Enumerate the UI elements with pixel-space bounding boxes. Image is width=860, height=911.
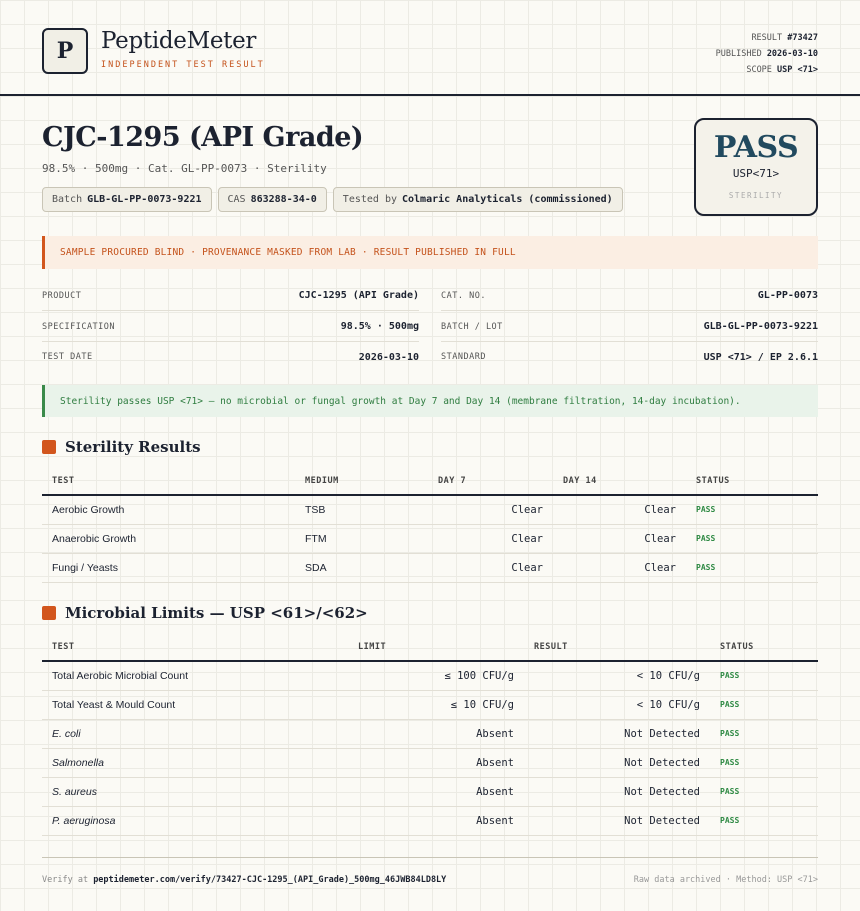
microbial-section-title: Microbial Limits — USP <61>/<62> [42,604,368,622]
microbial-limits-table [42,633,818,836]
status-badge: PASS [686,524,818,553]
report-footer [42,857,818,885]
info-specification: SPECIFICATION 98.5% · 500mg [42,312,419,342]
published-date: 2026-03-10 [766,49,818,59]
product-title: CJC-1295 (API Grade) [42,122,364,153]
verify-link[interactable]: peptidemeter.com/verify/73427-CJC-1295_(API_Grade)_500mg_46JWB84LD8LY [93,875,447,885]
info-standard: STANDARD USP <71> / EP 2.6.1 [441,351,818,363]
scope-value: USP <71> [777,65,818,75]
status-badge: PASS [710,690,818,719]
section-marker-icon [42,440,56,454]
method-note: Raw data archived · Method: USP <71> [633,875,818,885]
verdict-category: STERILITY [728,191,784,200]
section-marker-icon [42,606,56,620]
verdict-badge [694,118,818,216]
status-badge: PASS [710,661,818,690]
batch-chip: Batch GLB-GL-PP-0073-9221 [42,187,212,212]
brand-name: PeptideMeter [101,28,257,54]
table-row: Anaerobic Growth FTM Clear Clear PASS [42,524,818,553]
report-meta [716,30,818,78]
table-row: S. aureus Absent Not Detected PASS [42,777,818,806]
status-badge: PASS [710,777,818,806]
info-catno: CAT. NO. GL-PP-0073 [441,281,818,311]
blind-notice: SAMPLE PROCURED BLIND · PROVENANCE MASKED FROM LAB · RESULT PUBLISHED IN FULL [42,236,818,269]
scope-line: SCOPE USP <71> [746,65,818,75]
cas-chip: CAS 863288-34-0 [218,187,327,212]
sterility-section-title: Sterility Results [42,438,201,456]
product-subtitle: 98.5% · 500mg · Cat. GL-PP-0073 · Sterility [42,162,327,175]
lab-chip: Tested by Colmaric Analyticals (commissioned) [333,187,623,212]
status-badge: PASS [710,806,818,835]
table-header-row: TEST MEDIUM DAY 7 DAY 14 STATUS [42,467,818,495]
table-row: Total Yeast & Mould Count ≤ 10 CFU/g < 10 CFU/g PASS [42,690,818,719]
summary-banner: Sterility passes USP <71> — no microbial or fungal growth at Day 7 and Day 14 (membrane filtration, 14-day incubation). [42,385,818,417]
brand-tagline: INDEPENDENT TEST RESULT [101,60,265,70]
info-product: PRODUCT CJC-1295 (API Grade) [42,281,419,311]
table-header-row: TEST LIMIT RESULT STATUS [42,633,818,661]
status-badge: PASS [686,553,818,582]
info-batch: BATCH / LOT GLB-GL-PP-0073-9221 [441,312,818,342]
info-test-date: TEST DATE 2026-03-10 [42,351,419,363]
verdict-result: PASS [713,130,799,165]
table-row: Aerobic Growth TSB Clear Clear PASS [42,495,818,524]
status-badge: PASS [710,719,818,748]
table-row: P. aeruginosa Absent Not Detected PASS [42,806,818,835]
product-chips [42,187,623,212]
status-badge: PASS [686,495,818,524]
published-line: PUBLISHED 2026-03-10 [715,49,818,59]
verify-line: Verify at peptidemeter.com/verify/73427-CJC-1295_(API_Grade)_500mg_46JWB84LD8LY [42,875,447,885]
table-row: Fungi / Yeasts SDA Clear Clear PASS [42,553,818,582]
logo: P [42,28,88,74]
status-badge: PASS [710,748,818,777]
report-header [0,0,860,96]
sterility-table [42,467,818,583]
table-row: E. coli Absent Not Detected PASS [42,719,818,748]
verdict-standard: USP<71> [732,167,780,180]
table-row: Salmonella Absent Not Detected PASS [42,748,818,777]
table-row: Total Aerobic Microbial Count ≤ 100 CFU/g < 10 CFU/g PASS [42,661,818,690]
result-id-line: RESULT #73427 [751,33,818,43]
result-id: #73427 [787,33,818,43]
